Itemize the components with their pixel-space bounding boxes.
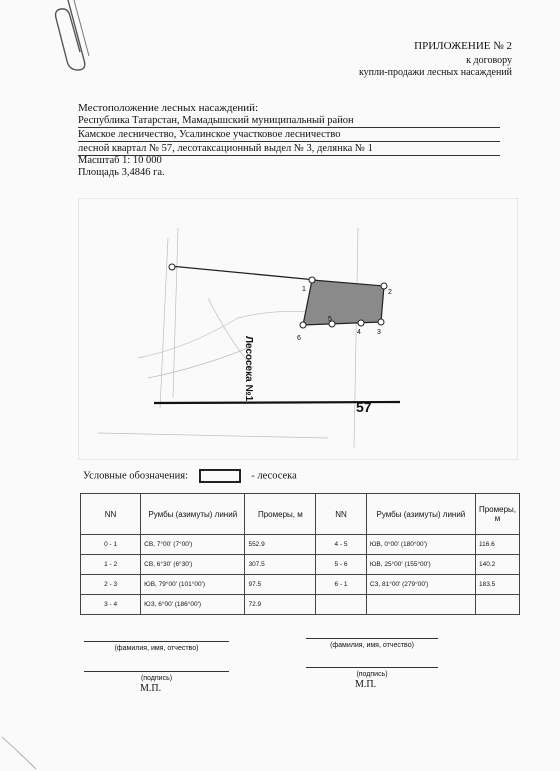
table-cell: ЮЗ, 6°00' (186°00') xyxy=(141,595,245,615)
map-background-lines xyxy=(98,228,358,448)
left-sign-line xyxy=(84,671,229,672)
table-cell: 0 - 1 xyxy=(81,535,141,555)
left-name-line xyxy=(84,641,229,642)
table-cell: СВ, 7°00' (7°00') xyxy=(141,535,245,555)
table-cell: ЮВ, 0°00' (180°00') xyxy=(366,535,475,555)
table-cell: 6 - 1 xyxy=(316,575,367,595)
legend-description: - лесосека xyxy=(251,470,297,482)
table-cell: СВ, 6°30' (6°30') xyxy=(141,555,245,575)
table-cell: ЮВ, 79°00' (101°00') xyxy=(141,575,245,595)
table-cell: 3 - 4 xyxy=(81,595,141,615)
table-cell: 2 - 3 xyxy=(81,575,141,595)
table-cell: СЗ, 81°00' (279°00') xyxy=(366,575,475,595)
plot-map xyxy=(78,198,518,460)
table-cell xyxy=(366,595,475,615)
right-sign-caption: (подпись) xyxy=(356,671,388,678)
table-row xyxy=(81,595,520,615)
col-header-length-left: Промеры, м xyxy=(245,494,316,535)
map-frame xyxy=(78,198,518,460)
right-name-line xyxy=(306,638,438,639)
col-header-bearing-right: Румбы (азимуты) линий xyxy=(366,494,475,535)
col-header-nn-right: NN xyxy=(316,494,367,535)
location-line-quarter: лесной квартал № 57, лесотаксационный выдел № 3, делянка № 1 xyxy=(78,142,500,156)
right-sign-line xyxy=(306,667,438,668)
appendix-subtitle-2: купли-продажи лесных насаждений xyxy=(358,67,512,78)
location-line-forestry: Камское лесничество, Усалинское участковое лесничество xyxy=(78,128,500,142)
right-stamp: М.П. xyxy=(355,679,377,690)
table-cell: 307.5 xyxy=(245,555,316,575)
col-header-length-right: Промеры, м xyxy=(475,494,519,535)
legend-label: Условные обозначения: xyxy=(83,470,189,482)
vertex-label-1: 1 xyxy=(302,286,306,293)
vertex-label-6: 6 xyxy=(297,335,301,342)
table-cell: 97.5 xyxy=(245,575,316,595)
legend xyxy=(83,469,297,483)
col-header-nn-left: NN xyxy=(81,494,141,535)
table-cell: 4 - 5 xyxy=(316,535,367,555)
table-cell: 1 - 2 xyxy=(81,555,141,575)
road-line xyxy=(170,266,316,280)
table-cell: 140.2 xyxy=(475,555,519,575)
vertex-label-3: 3 xyxy=(377,329,381,336)
plot-polygon xyxy=(303,280,384,325)
table-row xyxy=(81,575,520,595)
left-sign-caption: (подпись) xyxy=(140,675,173,682)
location-title: Местоположение лесных насаждений: xyxy=(78,102,259,114)
appendix-title: ПРИЛОЖЕНИЕ № 2 xyxy=(414,40,512,52)
left-stamp: М.П. xyxy=(140,683,162,694)
page-corner-mark xyxy=(0,735,40,771)
table-header-row xyxy=(81,494,520,535)
quarter-number: 57 xyxy=(356,399,372,415)
table-cell: 5 - 6 xyxy=(316,555,367,575)
table-row xyxy=(81,555,520,575)
legend-plot-symbol xyxy=(199,469,241,483)
paper-clip-icon xyxy=(54,0,104,72)
location-line-region: Республика Татарстан, Мамадышский муниципальный район xyxy=(78,114,500,128)
vertex-label-4: 4 xyxy=(357,329,361,336)
table-cell xyxy=(475,595,519,615)
table-cell: 183.5 xyxy=(475,575,519,595)
table-cell: ЮВ, 25°00' (155°00') xyxy=(366,555,475,575)
right-name-caption: (фамилия, имя, отчество) xyxy=(330,642,414,649)
left-name-caption: (фамилия, имя, отчество) xyxy=(114,645,199,652)
bearings-table xyxy=(80,493,520,615)
table-row xyxy=(81,535,520,555)
table-cell: 552.9 xyxy=(245,535,316,555)
appendix-subtitle-1: к договору xyxy=(466,55,512,66)
point-0-marker xyxy=(169,264,175,270)
table-cell xyxy=(316,595,367,615)
plot-label: Лесосека №1 xyxy=(243,336,254,402)
map-scale: Масштаб 1: 10 000 xyxy=(78,155,162,166)
table-cell: 116.6 xyxy=(475,535,519,555)
table-cell: 72.9 xyxy=(245,595,316,615)
vertex-label-2: 2 xyxy=(388,289,392,296)
vertex-label-5: 5 xyxy=(328,316,332,323)
plot-area: Площадь 3,4846 га. xyxy=(78,167,165,178)
col-header-bearing-left: Румбы (азимуты) линий xyxy=(141,494,245,535)
